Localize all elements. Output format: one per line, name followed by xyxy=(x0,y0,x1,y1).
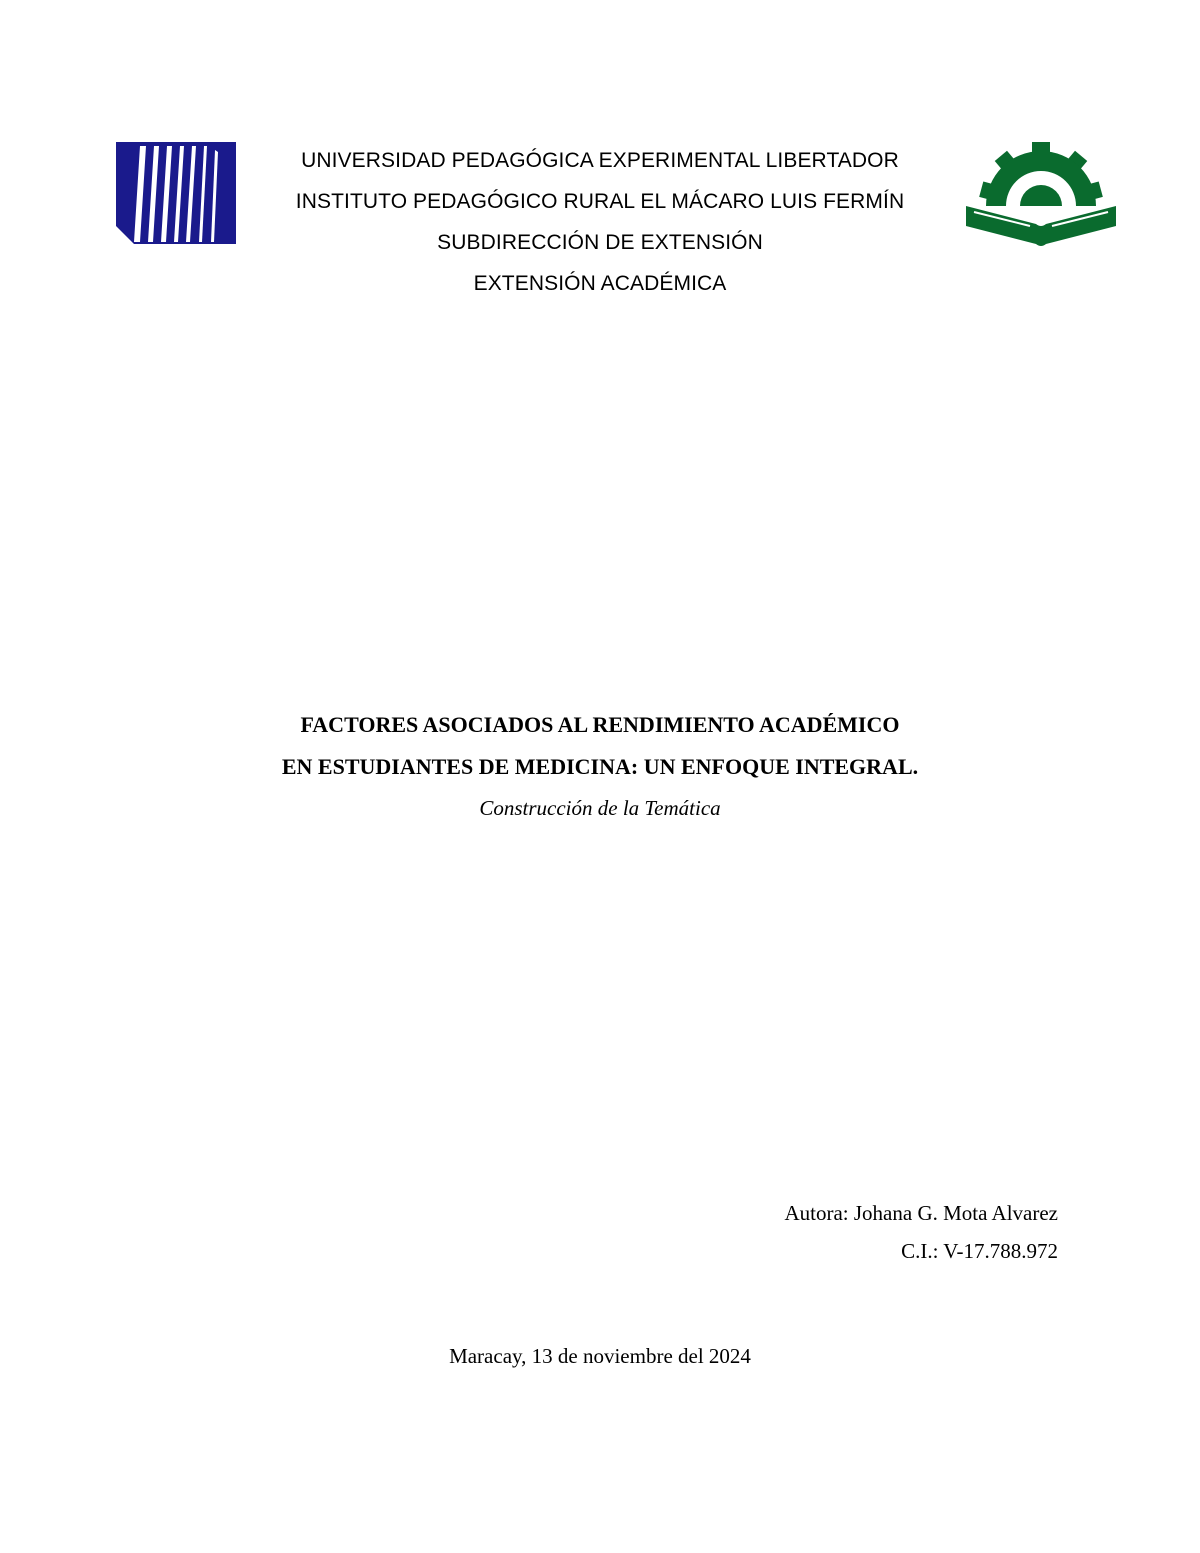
header-institute: INSTITUTO PEDAGÓGICO RURAL EL MÁCARO LUIS FERMÍN xyxy=(295,190,905,213)
author-block xyxy=(784,1194,1058,1270)
header-university: UNIVERSIDAD PEDAGÓGICA EXPERIMENTAL LIBERTADOR xyxy=(301,149,899,172)
document-title-block xyxy=(150,704,1050,828)
upel-logo-icon xyxy=(116,142,236,244)
header-subdirection: SUBDIRECCIÓN DE EXTENSIÓN xyxy=(437,231,763,254)
institution-header xyxy=(250,140,950,304)
document-subtitle: Construcción de la Temática xyxy=(479,796,721,820)
document-title-line-2: EN ESTUDIANTES DE MEDICINA: UN ENFOQUE INTEGRAL. xyxy=(281,754,919,779)
author-id: C.I.: V-17.788.972 xyxy=(901,1239,1058,1263)
place-date: Maracay, 13 de noviembre del 2024 xyxy=(449,1344,751,1368)
gear-book-logo-icon xyxy=(964,140,1118,248)
document-title-line-1: FACTORES ASOCIADOS AL RENDIMIENTO ACADÉMICO xyxy=(300,712,900,737)
header-extension: EXTENSIÓN ACADÉMICA xyxy=(473,272,727,295)
author-name: Autora: Johana G. Mota Alvarez xyxy=(784,1201,1058,1225)
